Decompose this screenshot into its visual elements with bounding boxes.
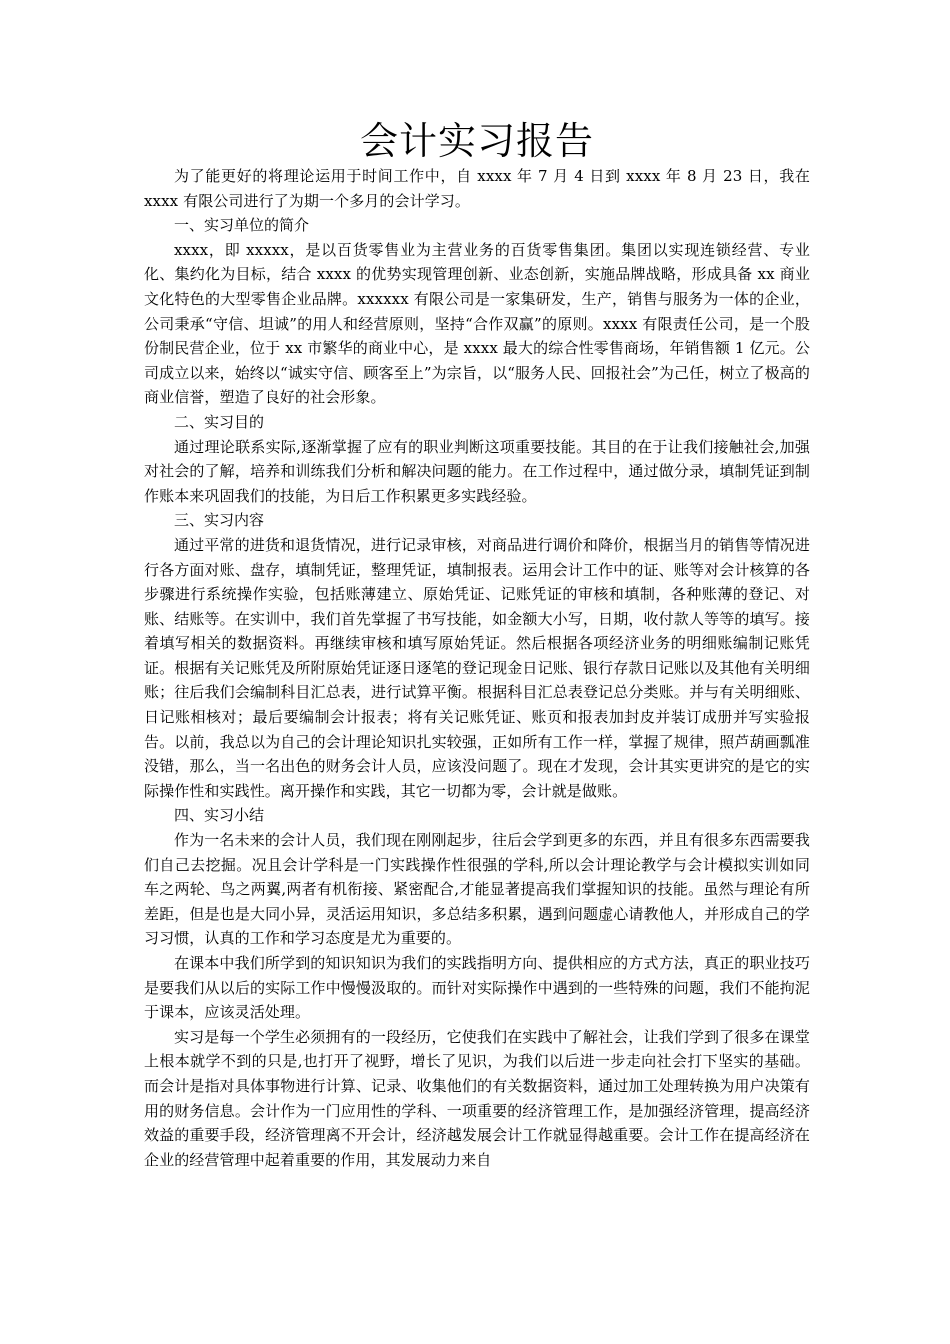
- section-heading: 四、实习小结: [174, 806, 265, 825]
- document-title: 会计实习报告: [359, 119, 594, 163]
- intro-paragraph: 为了能更好的将理论运用于时间工作中，自 xxxx 年 7 月 4 日到 xxxx 年 8 月 23 日，我在 xxxx 有限公司进行了为期一个多月的会计学习。: [144, 167, 810, 210]
- section-paragraph: 实习是每一个学生必须拥有的一段经历，它使我们在实践中了解社会，让我们学到了很多在课堂上根本就学不到的只是,也打开了视野，增长了见识，为我们以后进一步走向社会打下坚实的基础。而会计是指对具体事物进行计算、记录、收集他们的有关数据资料，通过加工处理转换为用户决策有用的财务信息。会计作为一门应用性的学科、一项重要的经济管理工作，是加强经济管理，提高经济效益的重要手段，经济管理离不开会计，经济越发展会计工作就显得越重要。会计工作在提高经济在企业的经营管理中起着重要的作用，其发展动力来自: [144, 1027, 810, 1169]
- section-paragraph: 在课本中我们所学到的知识知识为我们的实践指明方向、提供相应的方式方法，真正的职业技巧是要我们从以后的实际工作中慢慢汲取的。而针对实际操作中遇到的一些特殊的问题，我们不能拘泥于课本，应该灵活处理。: [144, 954, 810, 1022]
- section-paragraph: 通过平常的进货和退货情况，进行记录审核，对商品进行调价和降价，根据当月的销售等情况进行各方面对账、盘存，填制凭证，整理凭证，填制报表。运用会计工作中的证、账等对会计核算的各步骤进行系统操作实验，包括账薄建立、原始凭证、记账凭证的审核和填制，各种账薄的登记、对账、结账等。在实训中，我们首先掌握了书写技能，如金额大小写，日期，收付款人等等的填写。接着填写相关的数据资料。再继续审核和填写原始凭证。然后根据各项经济业务的明细账编制记账凭证。根据有关记账凭及所附原始凭证逐日逐笔的登记现金日记账、银行存款日记账以及其他有关明细账；往后我们会编制科目汇总表，进行试算平衡。根据科目汇总表登记总分类账。并与有关明细账、日记账相核对；最后要编制会计报表；将有关记账凭证、账页和报表加封皮并装订成册并写实验报告。以前，我总以为自己的会计理论知识扎实较强，正如所有工作一样，掌握了规律，照芦葫画瓢准没错，那么，当一名出色的财务会计人员，应该没问题了。现在才发现，会计其实更讲究的是它的实际操作性和实践性。离开操作和实践，其它一切都为零，会计就是做账。: [144, 535, 810, 800]
- section-2: [144, 410, 810, 508]
- section-paragraph: 通过理论联系实际,逐渐掌握了应有的职业判断这项重要技能。其目的在于让我们接触社会,加强对社会的了解，培养和训练我们分析和解决问题的能力。在工作过程中，通过做分录，填制凭证到制作账本来巩固我们的技能，为日后工作积累更多实践经验。: [144, 437, 810, 505]
- section-4: [144, 803, 810, 1172]
- section-1: [144, 213, 810, 410]
- section-heading: 二、实习目的: [174, 412, 265, 431]
- section-heading: 一、实习单位的简介: [174, 216, 310, 235]
- section-paragraph: 作为一名未来的会计人员，我们现在刚刚起步，往后会学到更多的东西，并且有很多东西需要我们自己去挖掘。况且会计学科是一门实践操作性很强的学科,所以会计理论教学与会计模拟实训如同车之两轮、鸟之两翼,两者有机衔接、紧密配合,才能显著提高我们掌握知识的技能。虽然与理论有所差距，但是也是大同小异，灵活运用知识，多总结多积累，遇到问题虚心请教他人，并形成自己的学习习惯，认真的工作和学习态度是尤为重要的。: [144, 831, 810, 948]
- section-heading: 三、实习内容: [174, 511, 265, 530]
- section-paragraph: xxxx，即 xxxxx，是以百货零售业为主营业务的百货零售集团。集团以实现连锁经营、专业化、集约化为目标，结合 xxxx 的优势实现管理创新、业态创新，实施品牌战略，形成具备 xx 商业文化特色的大型零售企业品牌。xxxxxx 有限公司是一家集研发，生产，销售与服务为一体的企业，公司秉承“守信、坦诚”的用人和经营原则，坚持“合作双赢”的原则。xxxx 有限责任公司，是一个股份制民营企业，位于 xx 市繁华的商业中心，是 xxxx 最大的综合性零售商场，年销售额 1 亿元。公司成立以来，始终以“诚实守信、顾客至上”为宗旨，以“服务人民、回报社会”为己任，树立了极高的商业信誉，塑造了良好的社会形象。: [144, 240, 810, 407]
- document-page: [144, 118, 810, 1172]
- section-3: [144, 508, 810, 803]
